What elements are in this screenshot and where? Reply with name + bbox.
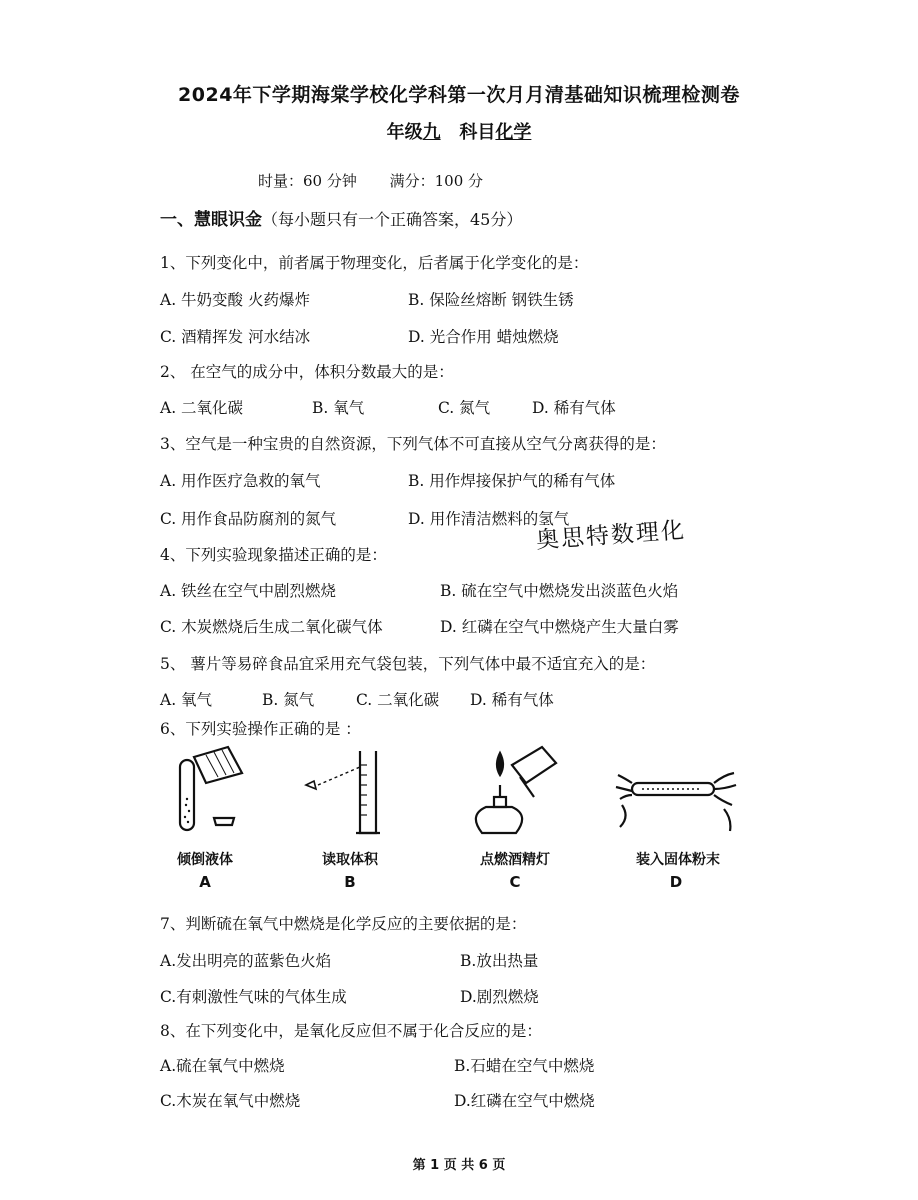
- question-3-stem: 3、空气是一种宝贵的自然资源，下列气体不可直接从空气分离获得的是：: [160, 435, 666, 453]
- section-heading: [160, 205, 522, 230]
- figure-a-letter: A: [199, 873, 211, 891]
- alcohol-lamp-icon: [460, 745, 570, 840]
- question-4-stem: 4、下列实验现象描述正确的是：: [160, 546, 387, 564]
- page-title: 2024年下学期海棠学校化学科第一次月月清基础知识梳理检测卷: [178, 84, 740, 106]
- question-5-option-a: A. 氧气: [160, 691, 213, 709]
- question-7-option-c: C.有刺激性气味的气体生成: [160, 988, 347, 1006]
- question-5-stem: 5、 薯片等易碎食品宜采用充气袋包装，下列气体中最不适宜充入的是：: [160, 655, 656, 673]
- question-1-option-a: A. 牛奶变酸 火药爆炸: [160, 291, 310, 309]
- question-4-option-a: A. 铁丝在空气中剧烈燃烧: [160, 582, 337, 600]
- exam-meta: [258, 170, 511, 191]
- question-3-option-d: D. 用作清洁燃料的氢气: [408, 510, 570, 528]
- question-1-option-d: D. 光合作用 蜡烛燃烧: [408, 328, 559, 346]
- subject-value: 化学: [495, 122, 532, 143]
- question-8-option-c: C.木炭在氧气中燃烧: [160, 1092, 301, 1110]
- figure-c-letter: C: [509, 873, 521, 891]
- question-5-option-d: D. 稀有气体: [470, 691, 554, 709]
- question-8-option-b: B.石蜡在空气中燃烧: [454, 1057, 595, 1075]
- question-4-option-d: D. 红磷在空气中燃烧产生大量白雾: [440, 618, 679, 636]
- grade-value: 九: [422, 122, 441, 143]
- question-2-stem: 2、 在空气的成分中，体积分数最大的是：: [160, 363, 454, 381]
- question-7-stem: 7、判断硫在氧气中燃烧是化学反应的主要依据的是：: [160, 915, 527, 933]
- figure-a-caption: 倾倒液体: [177, 852, 233, 868]
- question-7-option-b: B.放出热量: [460, 952, 539, 970]
- question-8-option-a: A.硫在氧气中燃烧: [160, 1057, 285, 1075]
- figure-b-letter: B: [344, 873, 356, 891]
- question-7-option-d: D.剧烈燃烧: [460, 988, 539, 1006]
- question-2-option-a: A. 二氧化碳: [160, 399, 244, 417]
- question-3-option-c: C. 用作食品防腐剂的氮气: [160, 510, 337, 528]
- loading-powder-icon: [612, 745, 742, 840]
- section-title: 一、慧眼识金: [160, 210, 262, 230]
- subject-label: 科目: [459, 122, 496, 143]
- question-3-option-b: B. 用作焊接保护气的稀有气体: [408, 472, 616, 490]
- grade-label: 年级: [386, 122, 423, 143]
- page-footer: 第 1 页 共 6 页: [412, 1158, 506, 1173]
- question-1-option-c: C. 酒精挥发 河水结冰: [160, 328, 311, 346]
- watermark: 奥思特数理化: [535, 517, 687, 554]
- question-5-option-c: C. 二氧化碳: [356, 691, 440, 709]
- question-2-option-d: D. 稀有气体: [532, 399, 616, 417]
- time-limit: 时量：60 分钟: [258, 172, 357, 190]
- question-2-option-b: B. 氧气: [312, 399, 365, 417]
- figure-d-caption: 装入固体粉末: [636, 852, 720, 868]
- question-7-option-a: A.发出明亮的蓝紫色火焰: [160, 952, 332, 970]
- question-2-option-c: C. 氮气: [438, 399, 491, 417]
- question-1-option-b: B. 保险丝熔断 钢铁生锈: [408, 291, 574, 309]
- question-4-option-b: B. 硫在空气中燃烧发出淡蓝色火焰: [440, 582, 679, 600]
- figure-d-letter: D: [669, 873, 683, 891]
- reading-volume-icon: [300, 745, 410, 840]
- question-6-stem: 6、下列实验操作正确的是 ：: [160, 720, 361, 738]
- figure-c-caption: 点燃酒精灯: [480, 852, 550, 868]
- section-note: （每小题只有一个正确答案，45分）: [262, 210, 523, 229]
- pouring-liquid-icon: [160, 745, 270, 840]
- question-8-stem: 8、在下列变化中，是氧化反应但不属于化合反应的是：: [160, 1022, 542, 1040]
- question-5-option-b: B. 氮气: [262, 691, 315, 709]
- full-score: 满分：100 分: [389, 172, 484, 190]
- question-4-option-c: C. 木炭燃烧后生成二氧化碳气体: [160, 618, 383, 636]
- grade-subject-line: [0, 118, 918, 144]
- question-8-option-d: D.红磷在空气中燃烧: [454, 1092, 595, 1110]
- question-3-option-a: A. 用作医疗急救的氧气: [160, 472, 321, 490]
- question-1-stem: 1、下列变化中，前者属于物理变化，后者属于化学变化的是：: [160, 254, 589, 272]
- figure-b-caption: 读取体积: [322, 852, 378, 868]
